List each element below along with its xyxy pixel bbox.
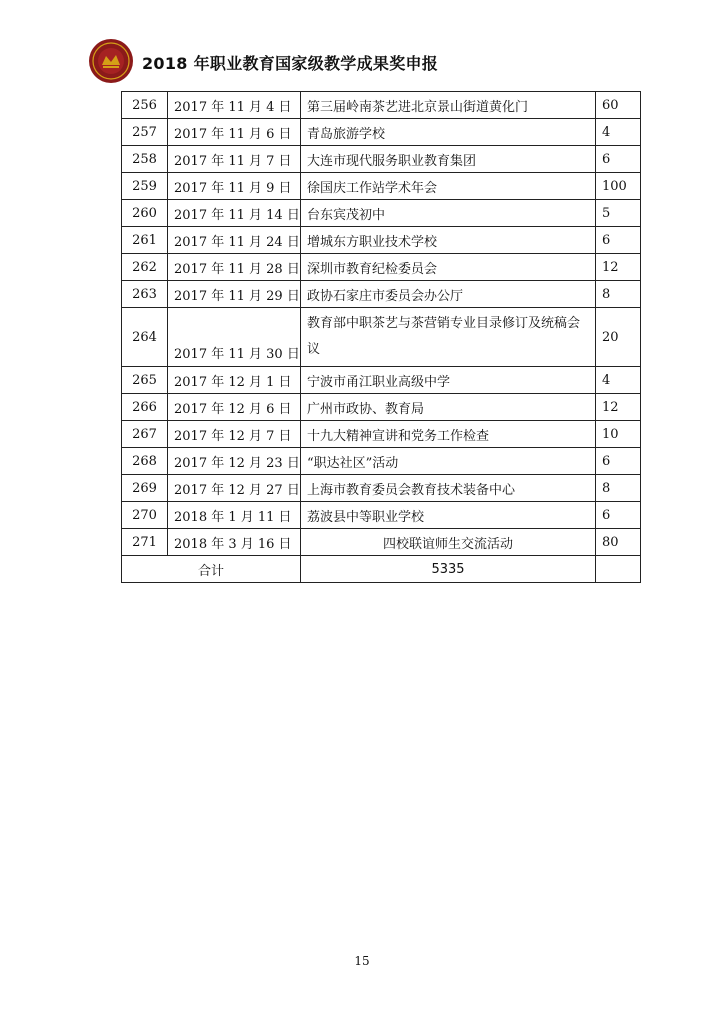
page-header bbox=[88, 38, 648, 90]
table-row bbox=[122, 529, 641, 556]
row-date: 2017 年 11 月 6 日 bbox=[168, 119, 301, 146]
row-count: 12 bbox=[596, 254, 641, 281]
total-value: 5335 bbox=[301, 556, 596, 583]
row-date: 2018 年 1 月 11 日 bbox=[168, 502, 301, 529]
table-row bbox=[122, 367, 641, 394]
row-count: 8 bbox=[596, 475, 641, 502]
table-row bbox=[122, 281, 641, 308]
school-seal-icon bbox=[88, 38, 134, 84]
row-organization: 台东宾茂初中 bbox=[301, 200, 596, 227]
row-count: 6 bbox=[596, 146, 641, 173]
row-count: 6 bbox=[596, 227, 641, 254]
row-organization: 青岛旅游学校 bbox=[301, 119, 596, 146]
table-row bbox=[122, 119, 641, 146]
table-row bbox=[122, 502, 641, 529]
row-number: 258 bbox=[122, 146, 168, 173]
row-organization: 政协石家庄市委员会办公厅 bbox=[301, 281, 596, 308]
row-date: 2017 年 11 月 29 日 bbox=[168, 281, 301, 308]
row-number: 257 bbox=[122, 119, 168, 146]
row-number: 270 bbox=[122, 502, 168, 529]
table-row bbox=[122, 173, 641, 200]
row-organization: 十九大精神宣讲和党务工作检查 bbox=[301, 421, 596, 448]
row-number: 262 bbox=[122, 254, 168, 281]
row-count: 100 bbox=[596, 173, 641, 200]
row-date: 2018 年 3 月 16 日 bbox=[168, 529, 301, 556]
row-organization: 四校联谊师生交流活动 bbox=[301, 529, 596, 556]
row-number: 266 bbox=[122, 394, 168, 421]
row-date: 2017 年 12 月 1 日 bbox=[168, 367, 301, 394]
page-title: 2018 年职业教育国家级教学成果奖申报 bbox=[142, 54, 439, 73]
row-number: 261 bbox=[122, 227, 168, 254]
row-number: 271 bbox=[122, 529, 168, 556]
table-row bbox=[122, 308, 641, 367]
row-date: 2017 年 11 月 28 日 bbox=[168, 254, 301, 281]
total-empty-cell bbox=[596, 556, 641, 583]
row-count: 80 bbox=[596, 529, 641, 556]
row-organization: 第三届岭南茶艺进北京景山街道黄化门 bbox=[301, 92, 596, 119]
row-organization: 荔波县中等职业学校 bbox=[301, 502, 596, 529]
row-number: 267 bbox=[122, 421, 168, 448]
table-row bbox=[122, 448, 641, 475]
table-row bbox=[122, 475, 641, 502]
row-count: 6 bbox=[596, 502, 641, 529]
row-count: 4 bbox=[596, 119, 641, 146]
row-organization: 大连市现代服务职业教育集团 bbox=[301, 146, 596, 173]
row-organization: 上海市教育委员会教育技术装备中心 bbox=[301, 475, 596, 502]
row-date: 2017 年 11 月 4 日 bbox=[168, 92, 301, 119]
row-count: 6 bbox=[596, 448, 641, 475]
table-row bbox=[122, 421, 641, 448]
row-number: 269 bbox=[122, 475, 168, 502]
row-date: 2017 年 12 月 7 日 bbox=[168, 421, 301, 448]
row-date: 2017 年 12 月 6 日 bbox=[168, 394, 301, 421]
row-number: 260 bbox=[122, 200, 168, 227]
row-organization: 广州市政协、教育局 bbox=[301, 394, 596, 421]
row-organization: 徐国庆工作站学术年会 bbox=[301, 173, 596, 200]
total-label: 合计 bbox=[122, 556, 301, 583]
achievement-table bbox=[121, 91, 641, 583]
table-row bbox=[122, 200, 641, 227]
row-count: 5 bbox=[596, 200, 641, 227]
row-organization: 教育部中职茶艺与茶营销专业目录修订及统稿会议 bbox=[301, 308, 596, 367]
row-organization: “职达社区”活动 bbox=[301, 448, 596, 475]
row-organization: 增城东方职业技术学校 bbox=[301, 227, 596, 254]
table-row bbox=[122, 254, 641, 281]
row-date: 2017 年 11 月 24 日 bbox=[168, 227, 301, 254]
row-organization: 宁波市甬江职业高级中学 bbox=[301, 367, 596, 394]
row-organization: 深圳市教育纪检委员会 bbox=[301, 254, 596, 281]
table-row bbox=[122, 394, 641, 421]
row-number: 264 bbox=[122, 308, 168, 367]
row-number: 263 bbox=[122, 281, 168, 308]
row-date: 2017 年 11 月 9 日 bbox=[168, 173, 301, 200]
row-date: 2017 年 11 月 30 日 bbox=[168, 308, 301, 367]
row-count: 10 bbox=[596, 421, 641, 448]
row-number: 256 bbox=[122, 92, 168, 119]
page-number: 15 bbox=[354, 954, 370, 968]
row-count: 20 bbox=[596, 308, 641, 367]
table-row bbox=[122, 227, 641, 254]
table-row bbox=[122, 146, 641, 173]
row-count: 60 bbox=[596, 92, 641, 119]
row-number: 265 bbox=[122, 367, 168, 394]
row-count: 12 bbox=[596, 394, 641, 421]
row-count: 4 bbox=[596, 367, 641, 394]
row-date: 2017 年 12 月 27 日 bbox=[168, 475, 301, 502]
row-number: 259 bbox=[122, 173, 168, 200]
row-date: 2017 年 11 月 7 日 bbox=[168, 146, 301, 173]
total-row bbox=[122, 556, 641, 583]
row-number: 268 bbox=[122, 448, 168, 475]
row-date: 2017 年 12 月 23 日 bbox=[168, 448, 301, 475]
table-row bbox=[122, 92, 641, 119]
row-date: 2017 年 11 月 14 日 bbox=[168, 200, 301, 227]
row-count: 8 bbox=[596, 281, 641, 308]
